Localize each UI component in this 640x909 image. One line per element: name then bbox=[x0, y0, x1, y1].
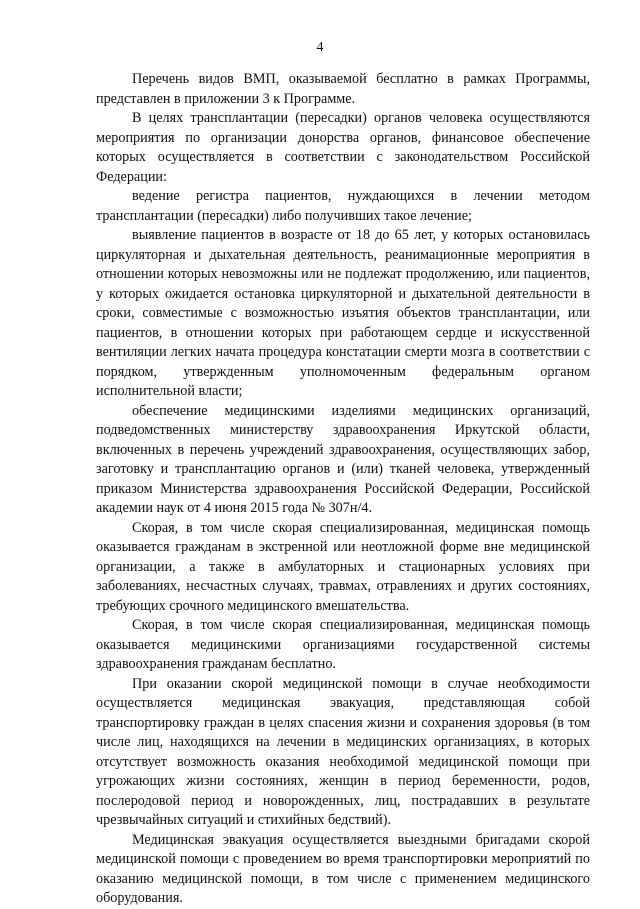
paragraph-patient-registry: ведение регистра пациентов, нуждающихся в лечении методом трансплантации (пересадки) либо получивших такое лечение; bbox=[96, 188, 590, 224]
paragraph-medical-devices: обеспечение медицинскими изделиями медицинских организаций, подведомственных министерству здравоохранения Иркутской области, включенных в перечень учреждений здравоохранения, осуществляющих забор, заготовку и трансплантацию органов и (или) тканей человека, утвержденный приказом Министерства здравоохранения Российской Федерации, Российской академии наук от 4 июня 2015 года № 307н/4. bbox=[96, 402, 590, 516]
document-body bbox=[96, 70, 590, 909]
paragraph-patient-identification: выявление пациентов в возрасте от 18 до 65 лет, у которых остановилась циркуляторная и дыхательная деятельность, реанимационные мероприятия в отношении которых невозможны или не подлежат продолжению, или пациентов, у которых ожидается остановка циркуляторной и дыхательной деятельности в сроки, совместимые с возможностью изъятия объектов трансплантации, или пациентов, в отношении которых при работающем сердце и искусственной вентиляции легких начата процедура констатации смерти мозга в соответствии с порядком, утвержденным уполномоченным федеральным органом исполнительной власти; bbox=[96, 227, 590, 399]
paragraph-vmp-list: Перечень видов ВМП, оказываемой бесплатно в рамках Программы, представлен в приложении 3 к Программе. bbox=[96, 71, 590, 107]
paragraph-medical-evacuation: При оказании скорой медицинской помощи в случае необходимости осуществляется медицинская эвакуация, представляющая собой транспортировку граждан в целях спасения жизни и сохранения здоровья (в том числе лиц, находящихся на лечении в медицинских организациях, в которых отсутствует возможность оказания необходимой медицинской помощи при угрожающих жизни состояниях, женщин в период беременности, родов, послеродовой период и новорожденных, лиц, пострадавших в результате чрезвычайных ситуаций и стихийных бедствий). bbox=[96, 675, 590, 828]
paragraph-transplant-intro: В целях трансплантации (пересадки) органов человека осуществляются мероприятия по организации донорства органов, финансовое обеспечение которых осуществляется в соответствии с законодательством Российской Федерации: bbox=[96, 110, 590, 185]
paragraph-emergency-free: Скорая, в том числе скорая специализированная, медицинская помощь оказывается медицинскими организациями государственной системы здравоохранения гражданам бесплатно. bbox=[96, 617, 590, 672]
page-number: 4 bbox=[316, 40, 324, 55]
paragraph-evacuation-brigades: Медицинская эвакуация осуществляется выездными бригадами скорой медицинской помощи с проведением во время транспортировки мероприятий по оказанию медицинской помощи, в том числе с применением медицинского оборудования. bbox=[96, 831, 590, 906]
paragraph-emergency-care: Скорая, в том числе скорая специализированная, медицинская помощь оказывается гражданам в экстренной или неотложной форме вне медицинской организации, а также в амбулаторных и стационарных условиях при заболеваниях, несчастных случаях, травмах, отравлениях и других состояниях, требующих срочного медицинского вмешательства. bbox=[96, 519, 590, 614]
